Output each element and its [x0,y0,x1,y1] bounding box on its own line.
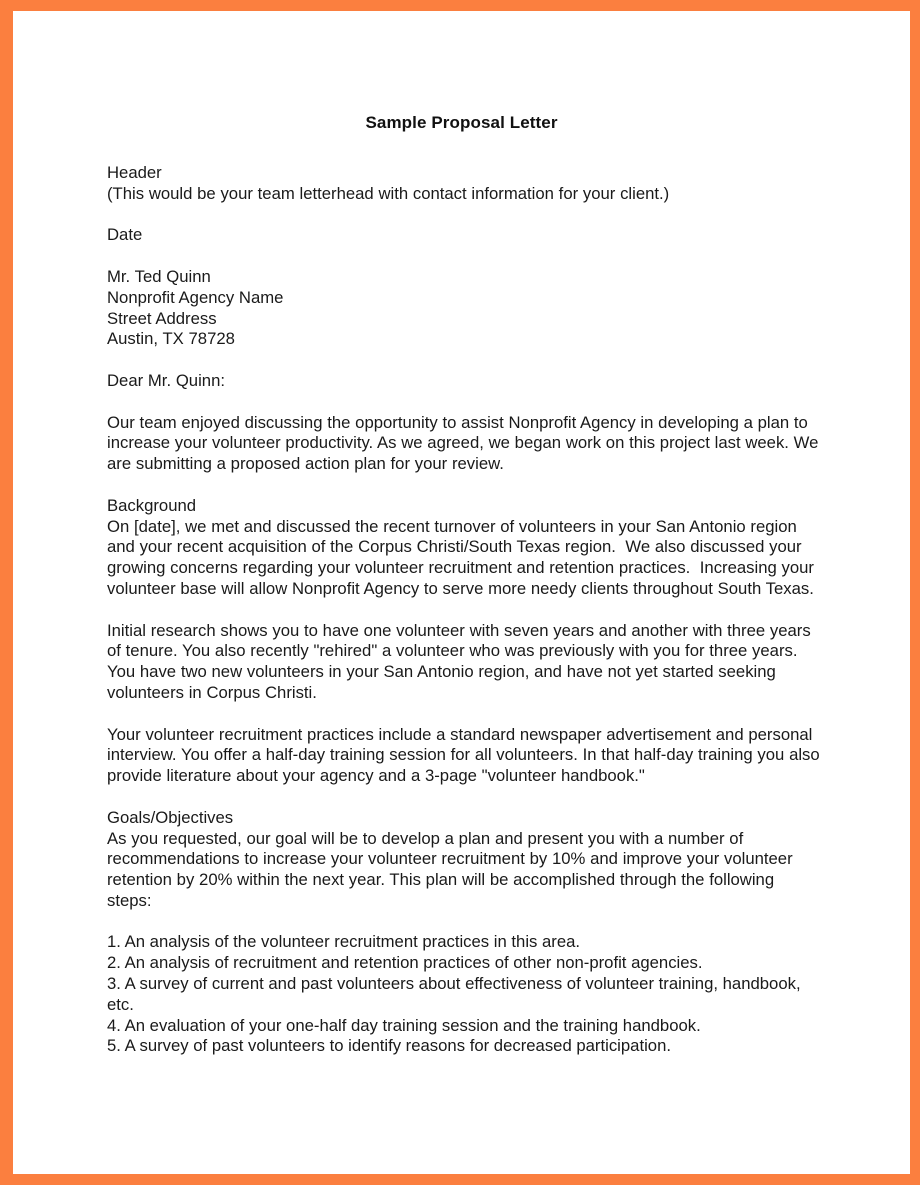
spacer [107,787,822,808]
goals-step-item: 3. A survey of current and past volunteers about effectiveness of volunteer training, handbook, etc. [107,974,806,1014]
recipient-street: Street Address [107,308,217,328]
spacer [107,475,822,496]
background-paragraph-2: Initial research shows you to have one volunteer with seven years and another with three years of tenure. You also recently "rehired" a volunteer who was previously with you for three years. You have two new volunteers in your San Antonio region, and have not yet started seeking volunteers in Corpus Christi. [107,620,816,702]
recipient-city-state-zip: Austin, TX 78728 [107,329,235,349]
recipient-organization: Nonprofit Agency Name [107,287,284,307]
page-title: Sample Proposal Letter [365,113,558,132]
salutation: Dear Mr. Quinn: [107,370,225,390]
date-label: Date [107,225,143,245]
spacer [107,246,822,267]
goals-step-item: 2. An analysis of recruitment and retention practices of other non-profit agencies. [107,953,703,973]
goals-step-item: 4. An evaluation of your one-half day training session and the training handbook. [107,1015,701,1035]
spacer [107,704,822,725]
spacer [107,205,822,226]
goals-step-item: 5. A survey of past volunteers to identify reasons for decreased participation. [107,1036,671,1056]
header-label: Header [107,163,162,182]
header-note: (This would be your team letterhead with contact information for your client.) [107,183,670,203]
goals-step-item: 1. An analysis of the volunteer recruitment practices in this area. [107,932,581,952]
background-paragraph-1: On [date], we met and discussed the recent turnover of volunteers in your San Antonio region and your recent acquisition of the Corpus Christi/South Texas region. We also discussed your growing concerns regarding your volunteer recruitment and retention practices. Increasing your volunteer base will allow Nonprofit Agency to serve more needy clients throughout South Texas. [107,516,819,598]
spacer [107,600,822,621]
goals-paragraph: As you requested, our goal will be to develop a plan and present you with a number of recommendations to increase your volunteer recruitment by 10% and improve your volunteer retention by 20% within the next year. This plan will be accomplished through the following steps: [107,828,798,910]
intro-paragraph: Our team enjoyed discussing the opportunity to assist Nonprofit Agency in developing a plan to increase your volunteer productivity. As we agreed, we began work on this project last week. We are submitting a proposed action plan for your review. [107,412,824,474]
spacer [107,392,822,413]
spacer [107,350,822,371]
recipient-name: Mr. Ted Quinn [107,266,211,286]
background-heading: Background [107,495,197,515]
goals-heading: Goals/Objectives [107,807,234,827]
background-paragraph-3: Your volunteer recruitment practices include a standard newspaper advertisement and personal interview. You offer a half-day training session for all volunteers. In that half-day training you also provide literature about your agency and a 3-page "volunteer handbook." [107,724,825,786]
spacer [107,912,822,933]
letter-sheet [13,11,910,1174]
